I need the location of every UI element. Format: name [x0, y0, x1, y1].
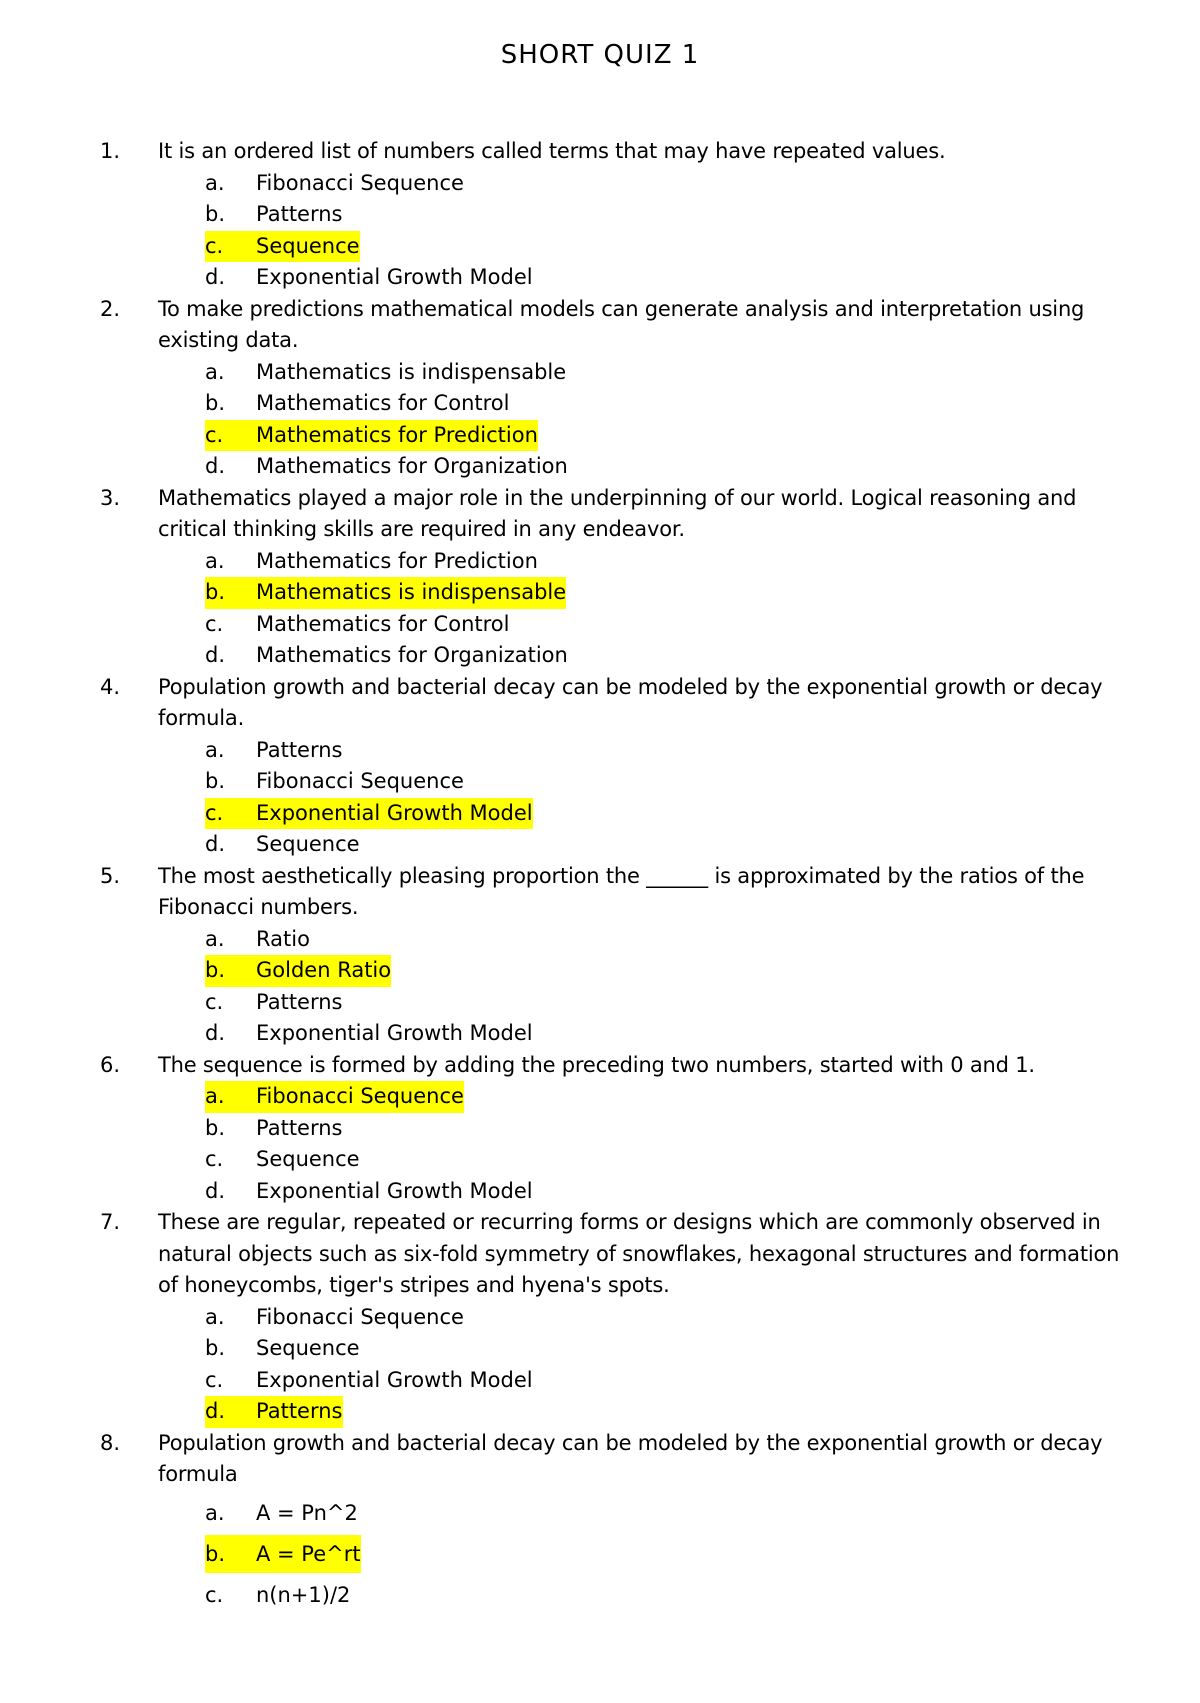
answer-highlight	[205, 829, 360, 861]
answer-highlight	[205, 766, 464, 798]
option-text: Sequence	[256, 1147, 360, 1171]
answer-options	[158, 168, 1140, 294]
answer-option	[205, 199, 1140, 231]
option-letter: c.	[205, 1147, 224, 1171]
answer-highlight	[205, 168, 464, 200]
answer-option	[205, 1018, 1140, 1050]
answer-option	[205, 388, 1140, 420]
option-text: Mathematics for Control	[256, 391, 510, 415]
answer-option	[205, 735, 1140, 767]
answer-highlight	[205, 577, 566, 609]
answer-option	[205, 1365, 1140, 1397]
question-text: These are regular, repeated or recurring forms or designs which are commonly observed in natural objects such as six-fold symmetry of snowflakes, hexagonal structures and formation of honeycombs, tiger's stripes and hyena's spots.	[158, 1210, 1120, 1297]
option-text: Mathematics for Organization	[256, 643, 568, 667]
option-text: Sequence	[256, 233, 360, 258]
question-text: Population growth and bacterial decay can be modeled by the exponential growth or decay formula.	[158, 674, 1103, 730]
page-title: SHORT QUIZ 1	[500, 40, 700, 70]
option-text: Exponential Growth Model	[256, 1367, 533, 1392]
answer-highlight	[205, 955, 391, 987]
option-letter: a.	[205, 359, 225, 384]
option-text: Patterns	[256, 1115, 343, 1140]
answer-highlight	[205, 420, 538, 452]
answer-option	[205, 1302, 1140, 1334]
option-text: A = Pn^2	[256, 1500, 358, 1525]
answer-option	[205, 1176, 1140, 1208]
answer-highlight	[205, 735, 343, 767]
question-number: 6.	[100, 1052, 121, 1077]
option-letter: c.	[205, 233, 224, 258]
option-text: Mathematics for Prediction	[256, 548, 538, 573]
question-text: It is an ordered list of numbers called terms that may have repeated values.	[158, 139, 946, 163]
answer-option	[205, 798, 1140, 830]
option-text: Patterns	[256, 737, 343, 762]
answer-option	[205, 357, 1140, 389]
answer-option	[205, 640, 1140, 672]
question-8	[100, 1428, 1140, 1614]
option-letter: b.	[205, 391, 226, 415]
answer-option	[205, 231, 1140, 263]
option-letter: d.	[205, 454, 226, 478]
answer-option	[205, 955, 1140, 987]
answer-highlight	[205, 1144, 360, 1176]
answer-options	[158, 735, 1140, 861]
question-7	[100, 1207, 1140, 1428]
option-text: Mathematics for Control	[256, 611, 510, 636]
question-text: To make predictions mathematical models can generate analysis and interpretation using existing data.	[158, 296, 1085, 352]
answer-option	[205, 987, 1140, 1019]
answer-highlight	[205, 546, 538, 578]
answer-option	[205, 168, 1140, 200]
option-letter: b.	[205, 580, 226, 604]
answer-option	[205, 577, 1140, 609]
answer-highlight	[205, 1396, 343, 1428]
answer-option	[205, 829, 1140, 861]
answer-option	[205, 1494, 1140, 1532]
option-text: Mathematics is indispensable	[256, 580, 567, 604]
option-text: n(n+1)/2	[256, 1582, 351, 1607]
answer-highlight	[205, 1018, 533, 1050]
answer-highlight	[205, 1113, 343, 1145]
answer-highlight	[205, 1576, 350, 1614]
option-text: Exponential Growth Model	[256, 800, 533, 825]
option-letter: b.	[205, 202, 226, 226]
question-6	[100, 1050, 1140, 1208]
option-letter: a.	[205, 170, 225, 195]
question-number: 3.	[100, 485, 121, 510]
option-letter: d.	[205, 1399, 226, 1423]
option-text: Exponential Growth Model	[256, 1178, 533, 1203]
answer-option	[205, 1396, 1140, 1428]
question-number: 8.	[100, 1430, 121, 1455]
answer-option	[205, 1081, 1140, 1113]
answer-option	[205, 420, 1140, 452]
answer-option	[205, 1113, 1140, 1145]
option-letter: c.	[205, 422, 224, 447]
answer-option	[205, 1576, 1140, 1614]
question-text: Mathematics played a major role in the underpinning of our world. Logical reasoning and critical thinking skills are required in any endeavor.	[158, 485, 1077, 541]
answer-highlight	[205, 609, 509, 641]
answer-options	[158, 357, 1140, 483]
answer-options	[158, 1302, 1140, 1428]
question-3	[100, 483, 1140, 672]
answer-option	[205, 766, 1140, 798]
answer-highlight	[205, 1535, 361, 1573]
option-letter: c.	[205, 1367, 224, 1392]
option-text: Fibonacci Sequence	[256, 170, 464, 195]
answer-highlight	[205, 1176, 533, 1208]
answer-highlight	[205, 924, 310, 956]
option-letter: d.	[205, 265, 226, 289]
option-text: Fibonacci Sequence	[256, 1304, 464, 1329]
answer-highlight	[205, 451, 568, 483]
option-text: Sequence	[256, 1336, 360, 1360]
option-letter: b.	[205, 1336, 226, 1360]
answer-option	[205, 1333, 1140, 1365]
question-number: 5.	[100, 863, 121, 888]
option-text: Mathematics is indispensable	[256, 359, 567, 384]
question-number: 4.	[100, 674, 121, 699]
answer-option	[205, 546, 1140, 578]
answer-highlight	[205, 640, 568, 672]
option-letter: b.	[205, 958, 226, 982]
option-letter: a.	[205, 1304, 225, 1329]
option-text: Golden Ratio	[256, 958, 392, 982]
option-letter: a.	[205, 1500, 225, 1525]
question-1	[100, 136, 1140, 294]
question-5	[100, 861, 1140, 1050]
answer-options	[158, 546, 1140, 672]
option-letter: b.	[205, 769, 226, 793]
answer-option	[205, 1535, 1140, 1573]
answer-options	[158, 1081, 1140, 1207]
option-letter: b.	[205, 1115, 226, 1140]
question-text: The most aesthetically pleasing proportion the ______ is approximated by the ratios of the Fibonacci numbers.	[158, 863, 1085, 919]
answer-highlight	[205, 987, 343, 1019]
option-letter: c.	[205, 611, 224, 636]
answer-highlight	[205, 1081, 464, 1113]
option-letter: d.	[205, 1178, 226, 1203]
answer-highlight	[205, 1333, 360, 1365]
question-number: 7.	[100, 1210, 121, 1234]
option-letter: c.	[205, 989, 224, 1014]
answer-options	[158, 1494, 1140, 1614]
answer-option	[205, 924, 1140, 956]
option-text: Fibonacci Sequence	[256, 769, 464, 793]
answer-highlight	[205, 231, 360, 263]
option-letter: d.	[205, 1021, 226, 1045]
option-letter: a.	[205, 926, 225, 951]
answer-highlight	[205, 1365, 533, 1397]
answer-option	[205, 609, 1140, 641]
question-number: 2.	[100, 296, 121, 321]
option-text: Patterns	[256, 202, 343, 226]
question-list	[100, 136, 1140, 1614]
option-letter: d.	[205, 643, 226, 667]
option-letter: a.	[205, 1084, 225, 1108]
option-letter: a.	[205, 737, 225, 762]
option-text: Patterns	[256, 1399, 343, 1423]
answer-option	[205, 1144, 1140, 1176]
question-4	[100, 672, 1140, 861]
option-text: Exponential Growth Model	[256, 1021, 533, 1045]
answer-options	[158, 924, 1140, 1050]
answer-highlight	[205, 199, 343, 231]
option-text: A = Pe^rt	[256, 1541, 361, 1566]
question-2	[100, 294, 1140, 483]
question-text: Population growth and bacterial decay can be modeled by the exponential growth or decay formula	[158, 1430, 1103, 1486]
option-text: Mathematics for Prediction	[256, 422, 538, 447]
option-text: Ratio	[256, 926, 310, 951]
option-text: Fibonacci Sequence	[256, 1084, 464, 1108]
answer-highlight	[205, 357, 566, 389]
answer-highlight	[205, 262, 533, 294]
answer-highlight	[205, 1302, 464, 1334]
option-text: Mathematics for Organization	[256, 454, 568, 478]
answer-highlight	[205, 1494, 358, 1532]
answer-highlight	[205, 388, 509, 420]
option-text: Patterns	[256, 989, 343, 1014]
option-text: Sequence	[256, 832, 360, 856]
option-letter: a.	[205, 548, 225, 573]
option-letter: c.	[205, 800, 224, 825]
option-letter: c.	[205, 1582, 224, 1607]
answer-option	[205, 262, 1140, 294]
answer-highlight	[205, 798, 533, 830]
option-letter: b.	[205, 1541, 226, 1566]
question-text: The sequence is formed by adding the preceding two numbers, started with 0 and 1.	[158, 1052, 1035, 1077]
question-number: 1.	[100, 139, 121, 163]
option-letter: d.	[205, 832, 226, 856]
option-text: Exponential Growth Model	[256, 265, 533, 289]
answer-option	[205, 451, 1140, 483]
